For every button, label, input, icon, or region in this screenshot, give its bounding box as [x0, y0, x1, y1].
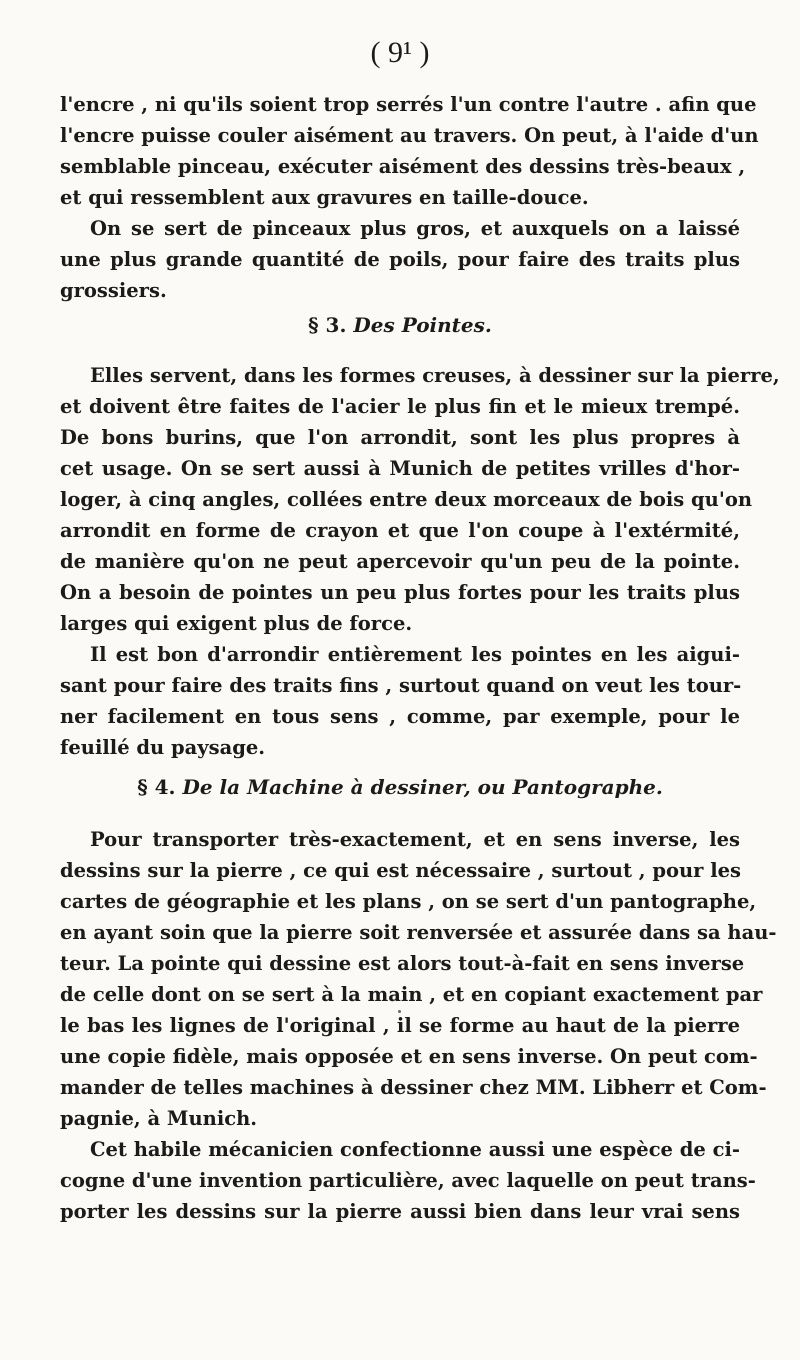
text-line: l'encre , ni qu'ils soient trop serrés l'un contre l'autre . afin que: [60, 93, 757, 116]
text-line: feuillé du paysage.: [60, 736, 266, 759]
text-line: mander de telles machines à dessiner chez MM. Libherr et Com-: [60, 1076, 767, 1099]
text-line: une copie fidèle, mais opposée et en sens inverse. On peut com-: [60, 1045, 758, 1068]
text-line: De bons burins, que l'on arrondit, sont les plus propres à: [60, 426, 740, 449]
text-line: arrondit en forme de crayon et que l'on coupe à l'extérmité,: [60, 519, 740, 542]
text-line: semblable pinceau, exécuter aisément des dessins très-beaux ,: [60, 155, 746, 178]
text-line: larges qui exigent plus de force.: [60, 612, 413, 635]
text-line: Il est bon d'arrondir entièrement les pointes en les aigui-: [90, 643, 740, 666]
text-line: grossiers.: [60, 279, 167, 302]
text-line: On a besoin de pointes un peu plus fortes pour les traits plus: [60, 581, 740, 604]
text-line: une plus grande quantité de poils, pour faire des traits plus: [60, 248, 740, 271]
text-line: sant pour faire des traits fins , surtout quand on veut les tour-: [60, 674, 742, 697]
text-line: Cet habile mécanicien confectionne aussi une espèce de ci-: [90, 1138, 740, 1161]
text-line: Elles servent, dans les formes creuses, à dessiner sur la pierre,: [90, 364, 780, 387]
section-number: § 4.: [137, 775, 176, 799]
section-title: De la Machine à dessiner, ou Pantographe.: [182, 775, 663, 799]
text-line: de manière qu'on ne peut apercevoir qu'un peu de la pointe.: [60, 550, 740, 573]
section-title: Des Pointes.: [353, 313, 492, 337]
section-heading-3: [0, 311, 800, 339]
text-line: cet usage. On se sert aussi à Munich de petites vrilles d'hor-: [60, 457, 740, 480]
text-line: dessins sur la pierre , ce qui est nécessaire , surtout , pour les: [60, 859, 742, 882]
text-line: et qui ressemblent aux gravures en taille-douce.: [60, 186, 589, 209]
text-line: l'encre puisse couler aisément au travers. On peut, à l'aide d'un: [60, 124, 759, 147]
text-line: Pour transporter très-exactement, et en sens inverse, les: [90, 828, 740, 851]
text-line: de celle dont on se sert à la main , et en copiant exactement par: [60, 983, 763, 1006]
text-line: cartes de géographie et les plans , on se sert d'un pantographe,: [60, 890, 757, 913]
text-line: pagnie, à Munich.: [60, 1107, 258, 1130]
page-number: ( 9¹ ): [370, 36, 430, 69]
section-number: § 3.: [308, 313, 347, 337]
text-line: porter les dessins sur la pierre aussi bien dans leur vrai sens: [60, 1200, 740, 1223]
text-line: ner facilement en tous sens , comme, par exemple, pour le: [60, 705, 740, 728]
text-line: cogne d'une invention particulière, avec laquelle on peut trans-: [60, 1169, 756, 1192]
text-line: et doivent être faites de l'acier le plus fin et le mieux trempé.: [60, 395, 740, 418]
section-heading-4: [0, 773, 800, 801]
text-line: teur. La pointe qui dessine est alors tout-à-fait en sens inverse: [60, 952, 745, 975]
text-line: en ayant soin que la pierre soit renversée et assurée dans sa hau-: [60, 921, 777, 944]
text-line: loger, à cinq angles, collées entre deux morceaux de bois qu'on: [60, 488, 753, 511]
text-line: On se sert de pinceaux plus gros, et auxquels on a laissé: [90, 217, 740, 240]
text-line: le bas les lignes de l'original , il se forme au haut de la pierre: [60, 1014, 740, 1037]
